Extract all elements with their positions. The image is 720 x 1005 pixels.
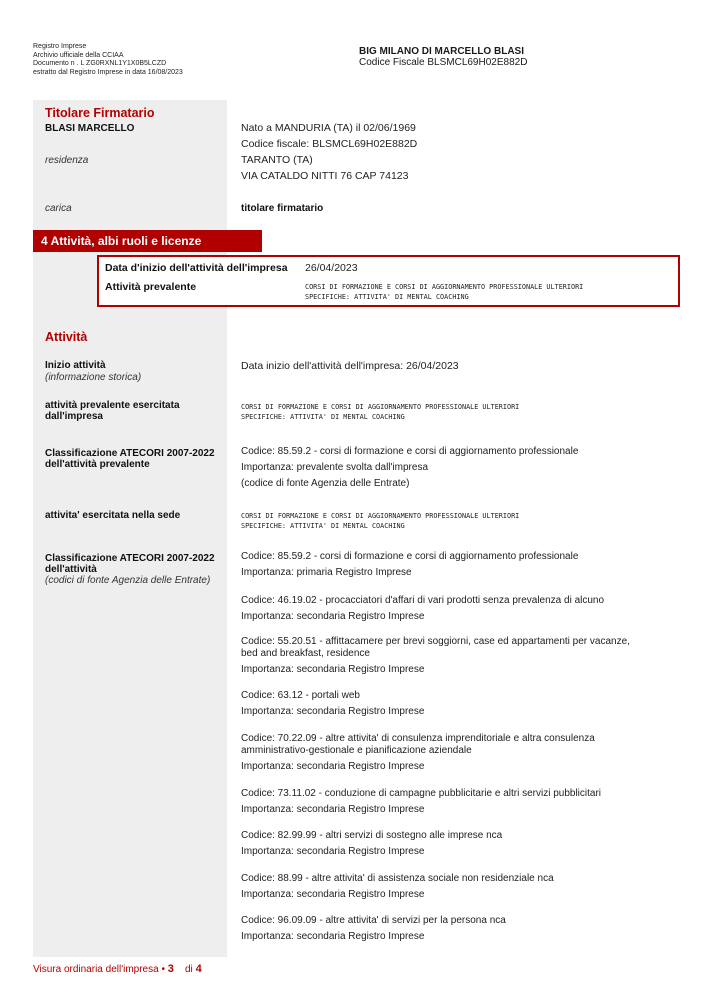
titolare-fiscal-code: Codice fiscale: BLSMCL69H02E882D	[241, 138, 418, 150]
ateco-prev-importance: Importanza: prevalente svolta dall'impresa	[241, 462, 429, 473]
prevalente-label-2: dall'impresa	[45, 411, 103, 422]
registry-line: estratto dal Registro Imprese in data 16/08/2023	[33, 68, 183, 76]
residenza-city: TARANTO (TA)	[241, 154, 313, 166]
attivita-title: Attività	[45, 330, 88, 344]
ateco-label-2: dell'attività	[45, 564, 97, 575]
footer-of: di	[184, 964, 193, 975]
ateco-importance: Importanza: secondaria Registro Imprese	[241, 706, 425, 717]
titolare-birth: Nato a MANDURIA (TA) il 02/06/1969	[241, 122, 416, 134]
ateco-prev-source: (codice di fonte Agenzia delle Entrate)	[241, 478, 410, 489]
ateco-code: Codice: 85.59.2 - corsi di formazione e corsi di aggiornamento professionale	[241, 551, 579, 562]
sede-value-2: SPECIFICHE: ATTIVITA' DI MENTAL COACHING	[241, 522, 405, 530]
carica-label: carica	[45, 203, 72, 214]
ateco-code: Codice: 96.09.09 - altre attivita' di servizi per la persona nca	[241, 915, 506, 926]
carica-value: titolare firmatario	[241, 203, 324, 214]
ateco-code-continued: amministrativo-gestionale e pianificazione aziendale	[241, 745, 472, 756]
section-4-header: 4 Attività, albi ruoli e licenze	[33, 230, 262, 252]
ateco-label-3: (codici di fonte Agenzia delle Entrate)	[45, 575, 211, 586]
ateco-prev-label-2: dell'attività prevalente	[45, 459, 150, 470]
ateco-prev-code: Codice: 85.59.2 - corsi di formazione e corsi di aggiornamento professionale	[241, 446, 579, 457]
ateco-code: Codice: 73.11.02 - conduzione di campagne pubblicitarie e altri servizi pubblicitari	[241, 788, 602, 799]
footer-page-number: 3	[167, 963, 174, 975]
registry-line: Documento n . L ZG0RXNL1Y1X0B5LCZD	[33, 60, 167, 67]
ateco-code: Codice: 63.12 - portali web	[241, 690, 360, 701]
company-tax-code: Codice Fiscale BLSMCL69H02E882D	[359, 57, 528, 68]
start-date-value: 26/04/2023	[305, 262, 358, 274]
main-activity-label: Attività prevalente	[105, 281, 197, 293]
ateco-code: Codice: 55.20.51 - affittacamere per brevi soggiorni, case ed appartamenti per vacanze,	[241, 636, 630, 647]
residenza-address: VIA CATALDO NITTI 76 CAP 74123	[241, 170, 409, 182]
footer-total-pages: 4	[195, 963, 202, 975]
start-date-label: Data d'inizio dell'attività dell'impresa	[105, 262, 288, 274]
prevalente-value-2: SPECIFICHE: ATTIVITA' DI MENTAL COACHING	[241, 413, 405, 421]
ateco-importance: Importanza: secondaria Registro Imprese	[241, 846, 425, 857]
prevalente-label-1: attività prevalente esercitata	[45, 400, 180, 411]
ateco-code-item	[241, 871, 554, 903]
company-header	[359, 46, 527, 68]
ateco-code: Codice: 70.22.09 - altre attivita' di consulenza imprenditoriale e altra consulenza	[241, 733, 595, 744]
main-activity-value-line2: SPECIFICHE: ATTIVITA' DI MENTAL COACHING	[305, 293, 469, 301]
company-name: BIG MILANO DI MARCELLO BLASI	[359, 46, 524, 57]
inizio-label: Inizio attività	[45, 360, 106, 371]
titolare-title: Titolare Firmatario	[45, 106, 155, 120]
ateco-prev-label-1: Classificazione ATECORI 2007-2022	[45, 448, 215, 459]
summary-box	[97, 255, 680, 307]
main-activity-value-line1: CORSI DI FORMAZIONE E CORSI DI AGGIORNAMENTO PROFESSIONALE ULTERIORI	[305, 283, 584, 291]
registry-header	[33, 43, 183, 77]
ateco-importance: Importanza: secondaria Registro Imprese	[241, 611, 425, 622]
ateco-importance: Importanza: secondaria Registro Imprese	[241, 931, 425, 942]
residenza-label: residenza	[45, 155, 89, 166]
ateco-importance: Importanza: primaria Registro Imprese	[241, 567, 412, 578]
sede-value-1: CORSI DI FORMAZIONE E CORSI DI AGGIORNAMENTO PROFESSIONALE ULTERIORI	[241, 512, 520, 520]
page-footer	[33, 963, 202, 975]
ateco-importance: Importanza: secondaria Registro Imprese	[241, 804, 425, 815]
ateco-importance: Importanza: secondaria Registro Imprese	[241, 761, 425, 772]
ateco-code: Codice: 88.99 - altre attivita' di assistenza sociale non residenziale nca	[241, 873, 554, 884]
inizio-value: Data inizio dell'attività dell'impresa: 26/04/2023	[241, 360, 459, 372]
ateco-code-item	[241, 593, 604, 625]
prevalente-value-1: CORSI DI FORMAZIONE E CORSI DI AGGIORNAMENTO PROFESSIONALE ULTERIORI	[241, 403, 520, 411]
ateco-code-item	[241, 549, 578, 581]
ateco-code-item	[241, 688, 424, 720]
titolare-name: BLASI MARCELLO	[45, 123, 135, 134]
ateco-code: Codice: 46.19.02 - procacciatori d'affari di vari prodotti senza prevalenza di alcuno	[241, 595, 605, 606]
inizio-sub-label: (informazione storica)	[45, 372, 142, 383]
ateco-code-item	[241, 786, 601, 818]
ateco-code-item	[241, 733, 595, 775]
registry-line: Registro Imprese	[33, 43, 87, 50]
ateco-code: Codice: 82.99.99 - altri servizi di sostegno alle imprese nca	[241, 830, 503, 841]
ateco-importance: Importanza: secondaria Registro Imprese	[241, 664, 425, 675]
ateco-code-continued: bed and breakfast, residence	[241, 648, 370, 659]
ateco-importance: Importanza: secondaria Registro Imprese	[241, 889, 425, 900]
ateco-label-1: Classificazione ATECORI 2007-2022	[45, 553, 215, 564]
footer-label: Visura ordinaria dell'impresa •	[33, 964, 165, 975]
registry-line: Archivio ufficiale della CCIAA	[33, 51, 124, 59]
ateco-code-item	[241, 636, 630, 678]
ateco-code-item	[241, 913, 506, 945]
sede-label: attivita' esercitata nella sede	[45, 510, 181, 521]
ateco-code-item	[241, 828, 502, 860]
